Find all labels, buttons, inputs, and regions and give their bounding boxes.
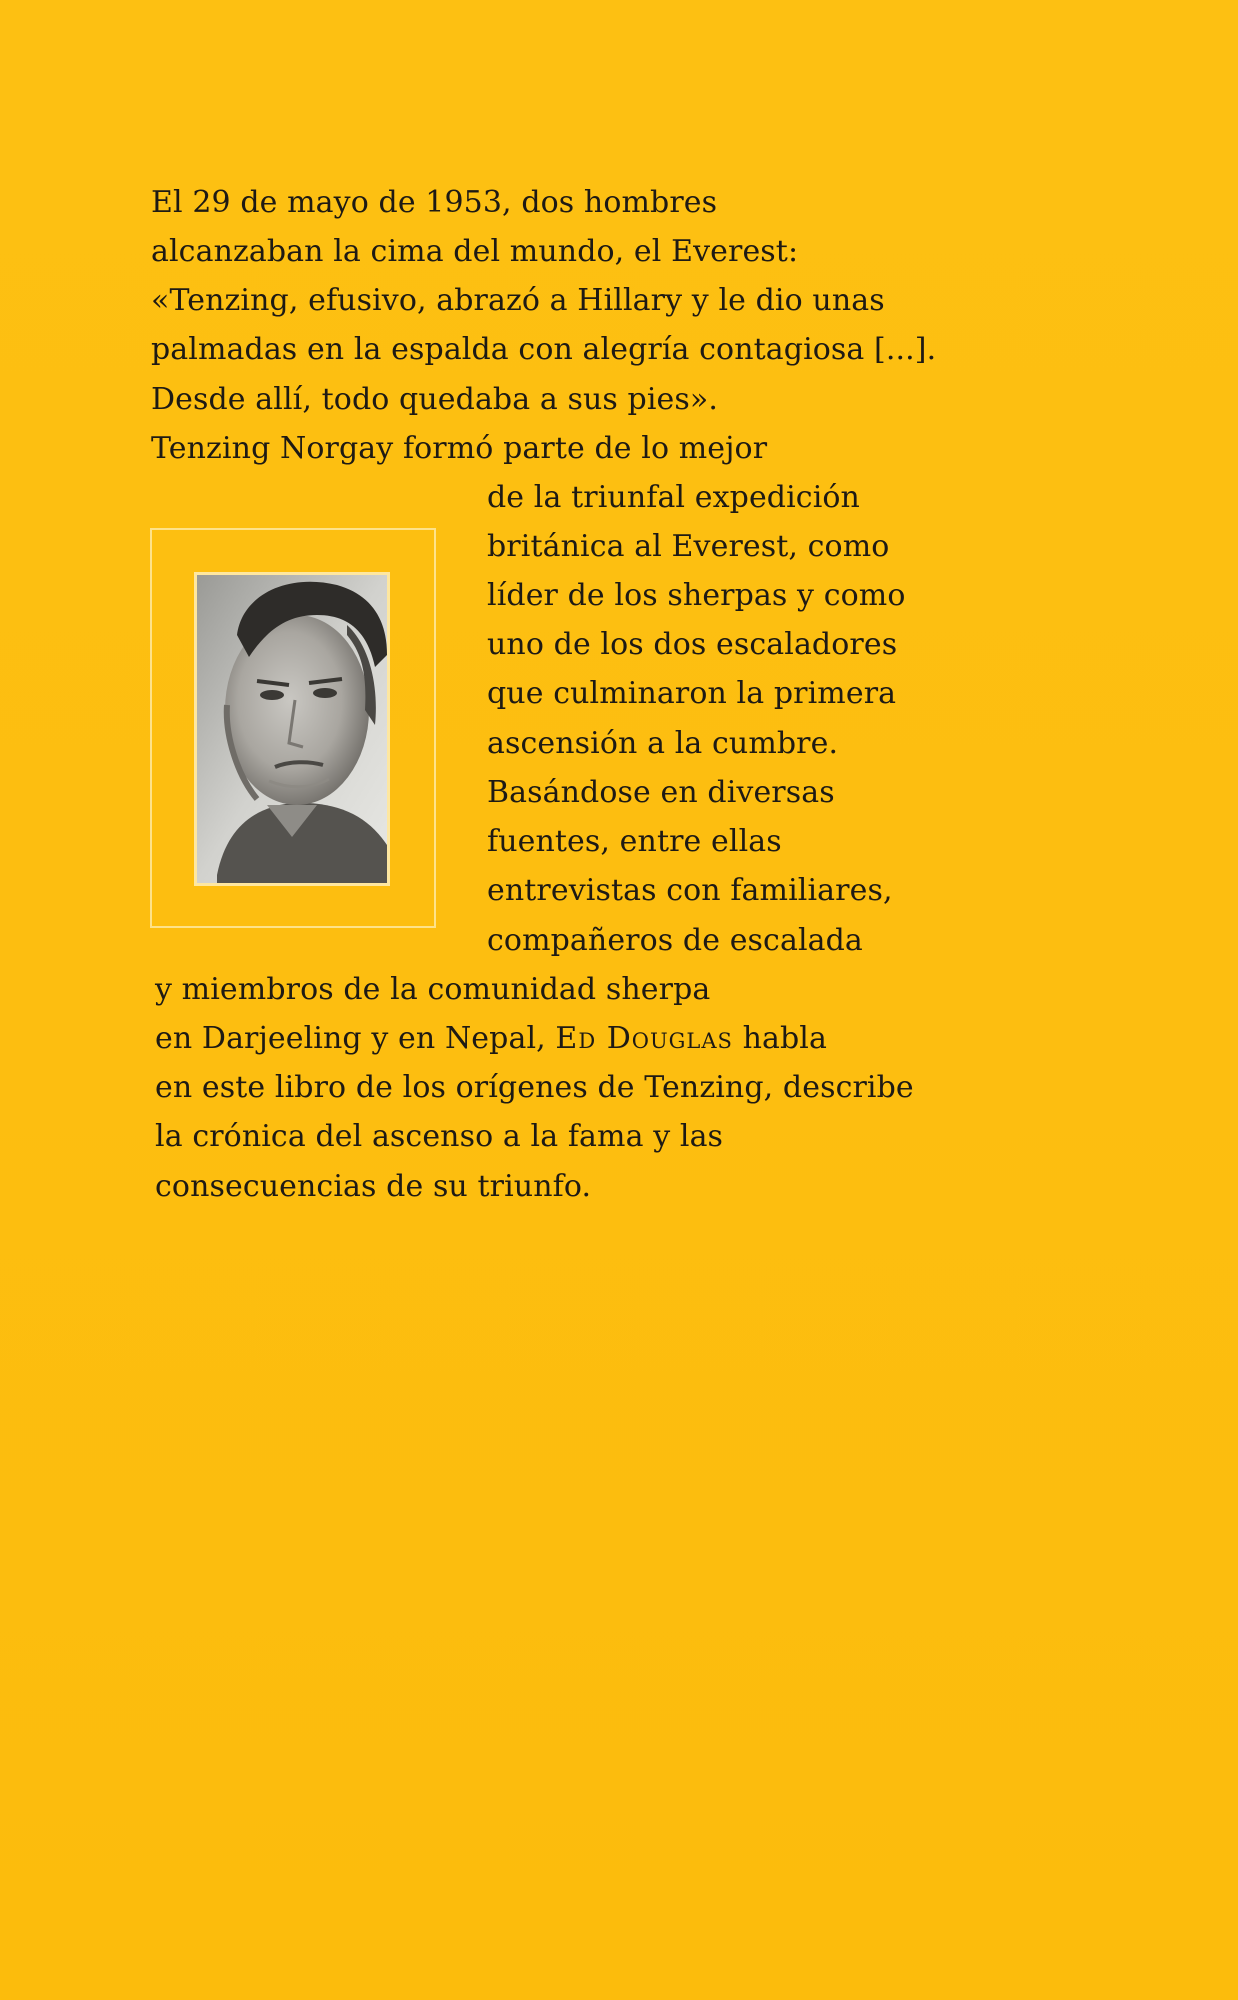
blurb-line: y miembros de la comunidad sherpa (155, 972, 711, 1007)
blurb-text: en Darjeeling y en Nepal, (155, 1021, 556, 1056)
blurb-line: uno de los dos escaladores (487, 627, 898, 662)
blurb-line: en este libro de los orígenes de Tenzing, describe (155, 1070, 914, 1105)
blurb-line: Tenzing Norgay formó parte de lo mejor (151, 431, 768, 466)
blurb-line: «Tenzing, efusivo, abrazó a Hillary y le dio unas (151, 283, 885, 318)
blurb-line: Desde allí, todo quedaba a sus pies». (151, 382, 718, 417)
blurb-line: fuentes, entre ellas (487, 824, 782, 859)
blurb-line: Basándose en diversas (487, 775, 835, 810)
blurb-text: habla (732, 1021, 827, 1056)
blurb-line: de la triunfal expedición (487, 480, 860, 515)
blurb-line: compañeros de escalada (487, 923, 863, 958)
blurb-line: palmadas en la espalda con alegría contagiosa [...]. (151, 332, 937, 367)
blurb-line: entrevistas con familiares, (487, 873, 893, 908)
blurb-line: británica al Everest, como (487, 529, 890, 564)
blurb-line: ascensión a la cumbre. (487, 726, 839, 761)
author-name: Ed Douglas (555, 1021, 733, 1056)
blurb-line (155, 1021, 827, 1056)
author-portrait-photo (194, 572, 390, 886)
blurb-line: El 29 de mayo de 1953, dos hombres (151, 185, 718, 220)
blurb-line: alcanzaban la cima del mundo, el Everest: (151, 234, 799, 269)
portrait-image (197, 575, 387, 883)
blurb-line: líder de los sherpas y como (487, 578, 906, 613)
blurb-line: que culminaron la primera (487, 676, 897, 711)
blurb-line: la crónica del ascenso a la fama y las (155, 1119, 724, 1154)
blurb-line: consecuencias de su triunfo. (155, 1169, 592, 1204)
